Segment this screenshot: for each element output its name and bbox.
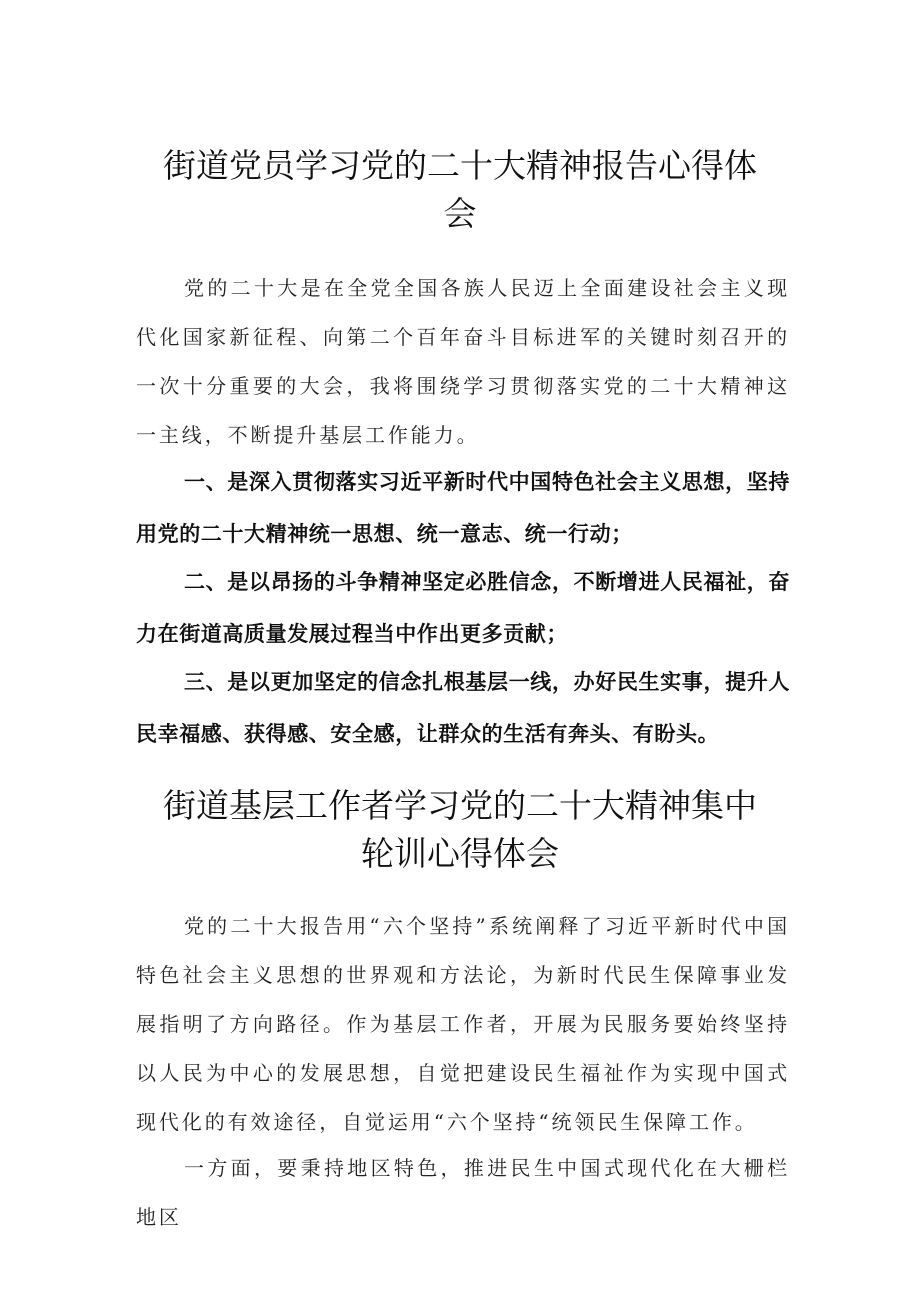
section1-point-one: 一、是深入贯彻落实习近平新时代中国特色社会主义思想，坚持用党的二十大精神统一思想、统一意志、统一行动； <box>136 470 790 546</box>
section2-title-line2: 轮训心得体会 <box>361 834 559 873</box>
section2-second-paragraph: 一方面，要秉持地区特色，推进民生中国式现代化在大栅栏地区 <box>136 1156 790 1229</box>
section1-point-two: 二、是以昂扬的斗争精神坚定必胜信念，不断增进人民福祉，奋力在街道高质量发展过程当中作出更多贡献； <box>136 570 790 646</box>
section1-point-three: 三、是以更加坚定的信念扎根基层一线，办好民生实事，提升人民幸福感、获得感、安全感，让群众的生活有奔头、有盼头。 <box>136 670 790 746</box>
section2-title-line1: 街道基层工作者学习党的二十大精神集中 <box>163 786 757 825</box>
section1-title <box>120 142 800 238</box>
section2-intro-paragraph: 党的二十大报告用“六个坚持”系统阐释了习近平新时代中国特色社会主义思想的世界观和方法论，为新时代民生保障事业发展指明了方向路径。作为基层工作者，开展为民服务要始终坚持以人民为中心的发展思想，自觉把建设民生福祉作为实现中国式现代化的有效途径，自觉运用“六个坚持“统领民生保障工作。 <box>136 914 790 1134</box>
section1-title-line1: 街道党员学习党的二十大精神报告心得体 <box>163 146 757 185</box>
section1-title-line2: 会 <box>443 194 477 233</box>
section1-intro-paragraph: 党的二十大是在全党全国各族人民迈上全面建设社会主义现代化国家新征程、向第二个百年奋斗目标进军的关键时刻召开的一次十分重要的大会，我将围绕学习贯彻落实党的二十大精神这一主线，不断提升基层工作能力。 <box>136 276 790 447</box>
section2-title <box>120 782 800 878</box>
